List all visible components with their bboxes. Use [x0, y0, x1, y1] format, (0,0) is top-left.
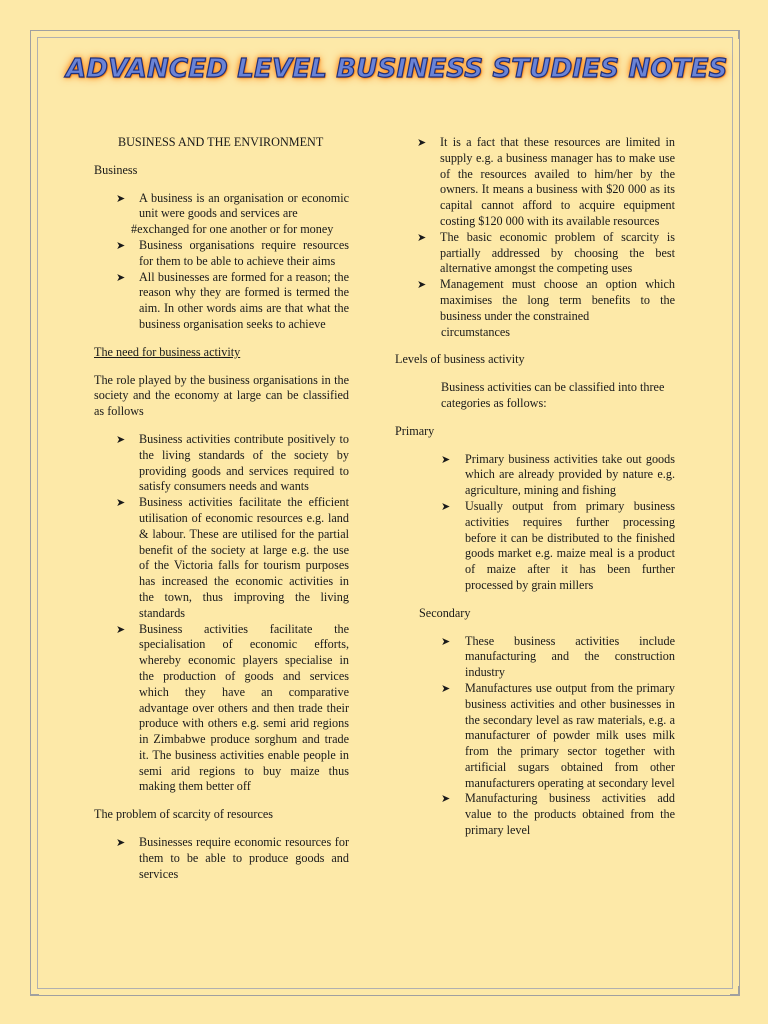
arrowhead-bullet-icon: ➤	[441, 634, 451, 648]
primary-bullet-list	[395, 452, 675, 594]
section-title: BUSINESS AND THE ENVIRONMENT	[118, 135, 324, 149]
need-heading: The need for business activity	[94, 344, 241, 359]
list-item: ➤ It is a fact that these resources are limited in supply e.g. a business manager has to make use of the resources availed to him/her by the owners. It means a business with $20 000 as its capital cannot afford to acquire equipment costing $120 000 with its available resources	[417, 135, 675, 228]
list-item: ➤ Manufacturing business activities add value to the products obtained from the primary level	[441, 791, 675, 838]
arrowhead-bullet-icon: ➤	[116, 432, 126, 446]
right-column	[395, 135, 675, 839]
list-item: ➤ A business is an organisation or economic unit were goods and services are	[116, 190, 349, 221]
list-item: ➤ Business activities contribute positively to the living standards of the society by providing goods and services required to satisfy consumers needs and wants	[116, 431, 349, 494]
scarcity-heading: The problem of scarcity of resources	[94, 807, 274, 822]
list-item: ➤ Business activities facilitate the specialisation of economic efforts, whereby economic players specialise in the production of goods and services which they have an comparative advantage over others and then trade their produce with others e.g. semi arid regions in Zimbabwe produce sorghum and trade it. The business activities enable people in semi arid regions to buy maize thus making them better off	[116, 621, 349, 794]
arrowhead-bullet-icon: ➤	[441, 681, 451, 695]
secondary-bullet-list	[395, 634, 675, 839]
business-bullet-list-cont	[94, 238, 349, 333]
arrowhead-bullet-icon: ➤	[441, 499, 451, 513]
levels-intro: Business activities can be classified into three categories as follows:	[441, 380, 665, 410]
document-title: ADVANCED LEVEL BUSINESS STUDIES NOTES	[66, 54, 728, 84]
need-bullet-list	[94, 432, 349, 795]
arrowhead-bullet-icon: ➤	[417, 278, 427, 292]
primary-heading: Primary	[395, 423, 435, 438]
bullet-continuation: circumstances	[441, 324, 511, 339]
arrowhead-bullet-icon: ➤	[116, 270, 126, 284]
business-heading: Business	[94, 162, 138, 177]
arrowhead-bullet-icon: ➤	[417, 230, 427, 244]
need-intro: The role played by the business organisations in the society and the economy at large can be classified as follows	[94, 372, 349, 419]
arrowhead-bullet-icon: ➤	[441, 792, 451, 806]
border-corner	[730, 986, 739, 995]
arrowhead-bullet-icon: ➤	[116, 238, 126, 252]
border-corner	[730, 30, 739, 39]
list-item: ➤ All businesses are formed for a reason; the reason why they are formed is termed the aim. In other words aims are that what the business organisation seeks to achieve	[116, 269, 349, 331]
arrowhead-bullet-icon: ➤	[116, 836, 126, 850]
list-item: ➤ The basic economic problem of scarcity is partially addressed by choosing the best alternative amongst the competing uses	[417, 229, 675, 276]
arrowhead-bullet-icon: ➤	[417, 136, 427, 149]
list-item: ➤ Management must choose an option which maximises the long term benefits to the business under the constrained	[417, 277, 675, 323]
list-item: ➤ Business organisations require resources for them to be able to achieve their aims	[116, 237, 349, 268]
border-corner	[30, 986, 39, 995]
list-item: ➤ Primary business activities take out goods which are already provided by nature e.g. agriculture, mining and fishing	[441, 451, 675, 498]
left-column	[94, 135, 349, 882]
arrowhead-bullet-icon: ➤	[441, 452, 451, 466]
levels-heading: Levels of business activity	[395, 352, 525, 367]
business-bullet-list	[94, 191, 349, 223]
scarcity-continued-list	[395, 135, 675, 325]
arrowhead-bullet-icon: ➤	[116, 622, 126, 636]
bullet-continuation: #exchanged for one another or for money	[131, 222, 334, 237]
scarcity-bullet-list	[94, 835, 349, 882]
arrowhead-bullet-icon: ➤	[116, 191, 126, 205]
list-item: ➤ Manufactures use output from the primary business activities and other businesses in the secondary level as raw materials, e.g. a manufacturer of powder milk uses milk from the primary sector together with artificial sugars obtained from other manufacturers operating at secondary level	[441, 680, 675, 790]
secondary-heading: Secondary	[419, 605, 471, 620]
list-item: ➤ Usually output from primary business activities requires further processing before it can be distributed to the finished goods market e.g. maize meal is a product of maize after it has been further processed by grain millers	[441, 498, 675, 592]
list-item: ➤ These business activities include manufacturing and the construction industry	[441, 633, 675, 680]
list-item: ➤ Business activities facilitate the efficient utilisation of economic resources e.g. land & labour. These are utilised for the partial benefit of the society at large e.g. the use of the Victoria falls for tourism purposes has increased the economic activities in the town, thus improving the living standards	[116, 495, 349, 620]
arrowhead-bullet-icon: ➤	[116, 496, 126, 510]
border-corner	[30, 30, 39, 39]
list-item: ➤ Businesses require economic resources for them to be able to produce goods and services	[116, 835, 349, 881]
